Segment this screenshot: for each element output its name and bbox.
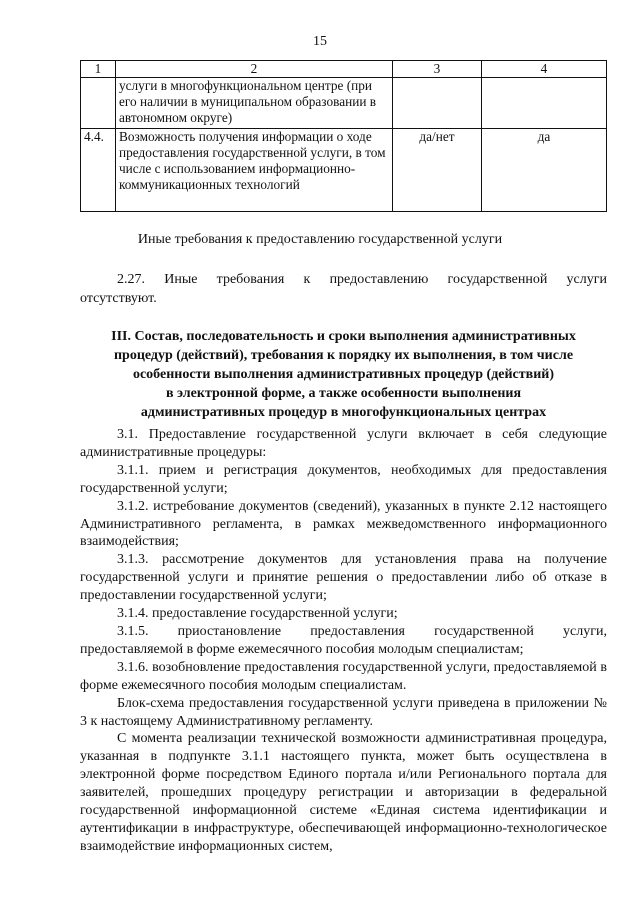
paragraph-3-1-1: 3.1.1. прием и регистрация документов, необходимых для предоставления государственной услуги;	[80, 462, 607, 496]
table-header-cell: 4	[482, 61, 607, 78]
table-cell-number: 4.4.	[81, 129, 116, 212]
table-cell-col3: да/нет	[393, 129, 482, 212]
table-cell-number	[81, 78, 116, 129]
table-cell-col4	[482, 78, 607, 129]
table-row	[81, 129, 607, 212]
section-title: Иные требования к предоставлению государственной услуги	[137, 232, 503, 247]
table-cell-description: Возможность получения информации о ходе предоставления государственной услуги, в том числе с использованием информационно-коммуникационных технологий	[116, 129, 393, 212]
paragraph-electronic-form: С момента реализации технической возможности административная процедура, указанная в подпункте 3.1.1 настоящего пункта, может быть осуществлена в электронной форме посредством Единого портала и/или Регионального портала для заявителей, прошедших процедуру регистрации и авторизации в федеральной государственной информационной системе «Единая система идентификации и аутентификации в инфраструктуре, обеспечивающей информационно-технологическое взаимодействие информационных систем,	[80, 731, 607, 854]
table-header-cell: 2	[116, 61, 393, 78]
table-header-row	[81, 61, 607, 78]
heading-line: административных процедур в многофункциональных центрах	[140, 405, 547, 420]
table-header-cell: 3	[393, 61, 482, 78]
paragraph-block-scheme: Блок-схема предоставления государственной услуги приведена в приложении № 3 к настоящему Административному регламенту.	[80, 695, 607, 729]
table-cell-col3	[393, 78, 482, 129]
heading-line: особенности выполнения административных процедур (действий)	[132, 367, 555, 382]
section-III-heading	[80, 327, 607, 422]
paragraph-3-1-2: 3.1.2. истребование документов (сведений), указанных в пункте 2.12 настоящего Административного регламента, в рамках межведомственного информационного взаимодействия;	[80, 498, 607, 550]
paragraph-2-27-line2: отсутствуют.	[80, 291, 157, 306]
requirements-table	[80, 60, 607, 212]
table-header-cell: 1	[81, 61, 116, 78]
paragraph-3-1: 3.1. Предоставление государственной услуги включает в себя следующие административные процедуры:	[80, 427, 607, 460]
heading-line: III. Состав, последовательность и сроки выполнения административных	[111, 329, 576, 344]
table-cell-col4: да	[482, 129, 607, 212]
page-number: 15	[313, 34, 327, 49]
table-cell-description: услуги в многофункциональном центре (при его наличии в муниципальном образовании в автономном округе)	[116, 78, 393, 129]
document-body	[80, 426, 607, 856]
paragraph-3-1-5: 3.1.5. приостановление предоставления государственной услуги, предоставляемой в форме ежемесячного пособия молодым специалистам;	[80, 623, 607, 657]
paragraph-3-1-4: 3.1.4. предоставление государственной услуги;	[117, 606, 398, 622]
paragraph-3-1-6: 3.1.6. возобновление предоставления государственной услуги, предоставляемой в форме ежемесячного пособия молодым специалистам.	[80, 659, 607, 693]
heading-line: процедур (действий), требования к порядку их выполнения, в том числе	[113, 348, 574, 363]
heading-line: в электронной форме, а также особенности выполнения	[165, 386, 522, 401]
paragraph-2-27	[80, 270, 607, 308]
table-row	[81, 78, 607, 129]
paragraph-3-1-3: 3.1.3. рассмотрение документов для установления права на получение государственной услуги и принятие решения о предоставлении либо об отказе в предоставлении государственной услуги;	[80, 552, 607, 604]
paragraph-2-27-line1: 2.27. Иные требования к предоставлению государственной услуги	[117, 272, 607, 287]
